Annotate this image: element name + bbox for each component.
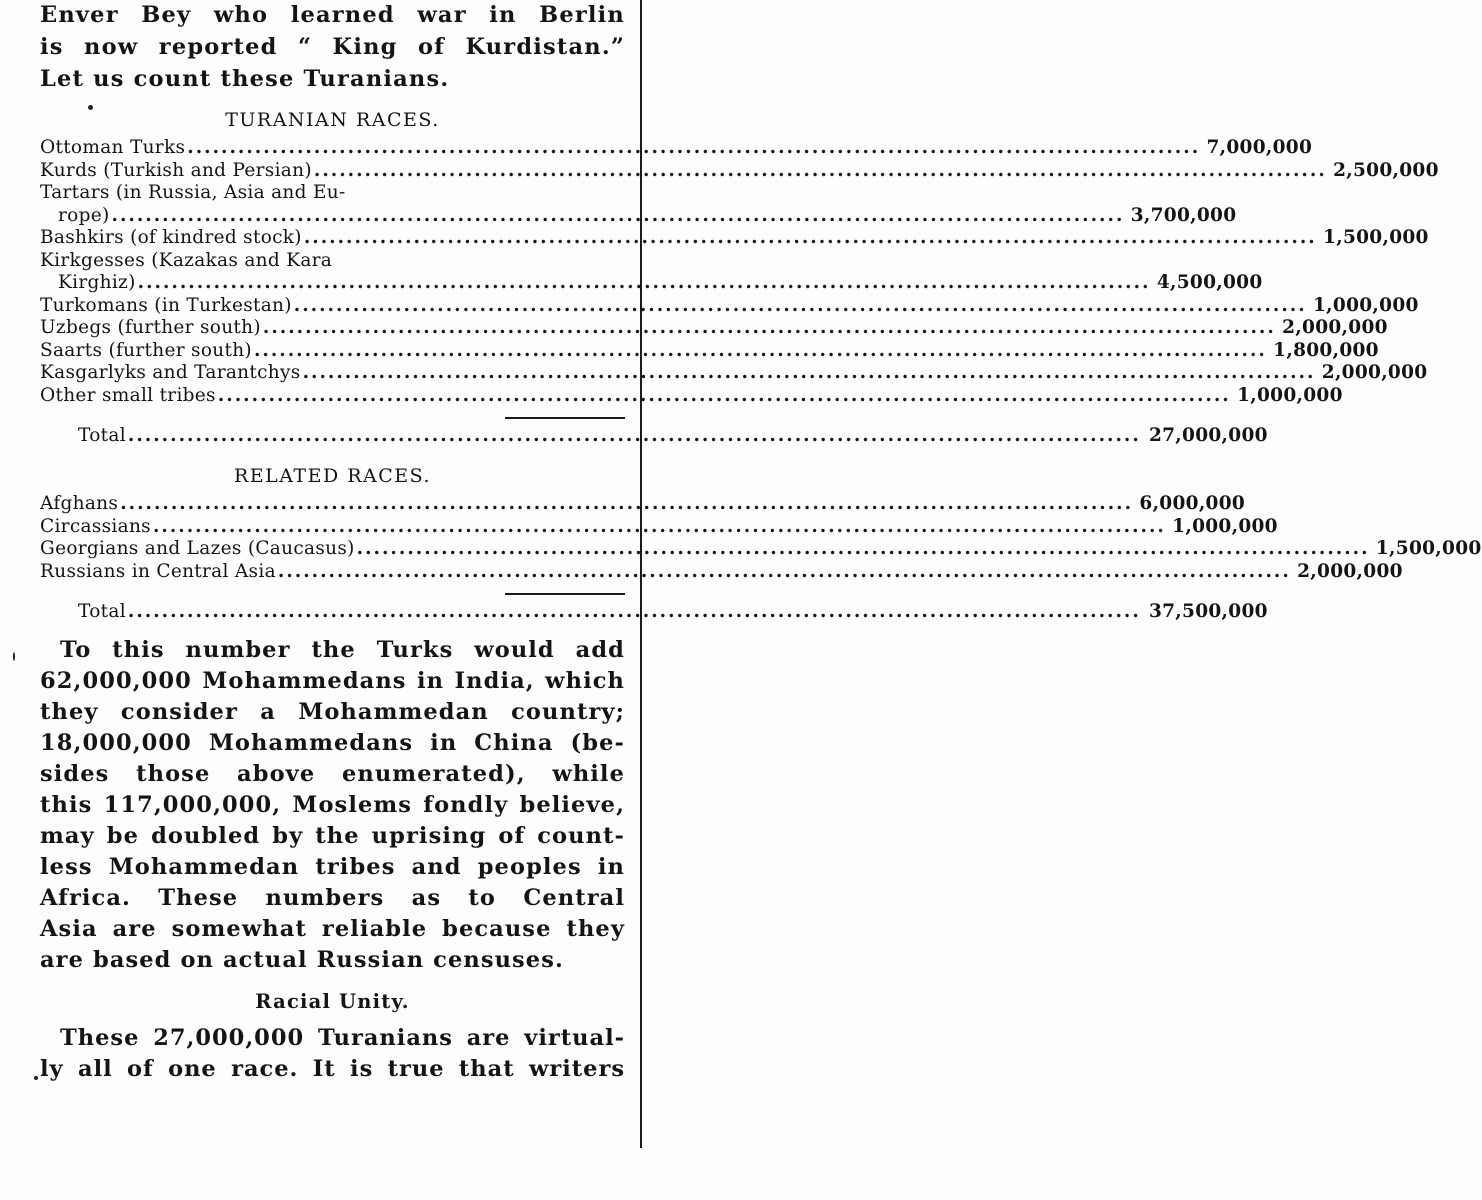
related-total-row <box>40 601 1268 623</box>
text-line: Enver Bey who learned war in Berlin <box>40 2 625 28</box>
print-speck <box>88 105 93 110</box>
text-line: sides those above enumerated), while <box>40 761 625 787</box>
text-line: are based on actual Russian censuses. <box>40 947 564 973</box>
leader-dots: ........................................................................................................................ <box>127 601 1141 622</box>
total-label: Total <box>78 425 126 446</box>
leader-dots: ........................................................................................................................ <box>293 294 1307 316</box>
table-row <box>40 182 625 205</box>
table-row <box>40 384 1343 408</box>
population-value: 1,000,000 <box>1313 294 1419 316</box>
total-rule <box>505 593 625 595</box>
total-rule <box>505 417 625 419</box>
race-name: Afghans <box>40 493 119 514</box>
race-name: Russians in Central Asia <box>40 560 276 582</box>
related-heading: RELATED RACES. <box>233 465 432 487</box>
race-name: Other small tribes <box>40 384 216 406</box>
population-value: 7,000,000 <box>1206 137 1313 158</box>
article-column <box>40 0 1482 1085</box>
text-line: less Mohammedan tribes and peoples in <box>40 854 625 880</box>
turanian-heading: TURANIAN RACES. <box>225 109 440 131</box>
total-value: 37,500,000 <box>1148 601 1268 622</box>
text-line: may be doubled by the uprising of count- <box>40 823 625 849</box>
table-row <box>40 362 1428 385</box>
population-value: 4,500,000 <box>1156 272 1263 293</box>
text-line: ly all of one race. It is true that writers <box>40 1056 625 1082</box>
related-table <box>40 493 1482 583</box>
leader-dots: ........................................................................................................................ <box>302 362 1316 383</box>
leader-dots: ........................................................................................................................ <box>120 493 1134 514</box>
race-name-continuation: Kirghiz) <box>58 272 136 293</box>
table-row <box>40 339 1379 363</box>
race-name: Kirkgesses (Kazakas and Kara <box>40 249 333 271</box>
population-value: 3,700,000 <box>1130 204 1237 226</box>
text-line: they consider a Mohammedan country; <box>40 699 625 725</box>
leader-dots: ........................................................................................................................ <box>253 339 1267 361</box>
leader-dots: ........................................................................................................................ <box>127 425 1141 446</box>
race-name: Georgians and Lazes (Caucasus) <box>40 538 355 559</box>
population-value: 1,500,000 <box>1375 538 1482 559</box>
leader-dots: ........................................................................................................................ <box>111 204 1125 226</box>
population-value: 2,000,000 <box>1321 362 1428 383</box>
race-name: Turkomans (in Turkestan) <box>40 294 292 316</box>
table-row-continuation <box>40 204 1237 228</box>
table-row <box>40 515 1278 539</box>
table-row <box>40 159 1439 183</box>
population-value: 2,000,000 <box>1297 560 1403 582</box>
body-paragraph <box>40 635 625 976</box>
total-value: 27,000,000 <box>1148 425 1268 446</box>
leader-dots: ........................................................................................................................ <box>303 227 1317 248</box>
print-speck <box>34 1076 38 1080</box>
text-line: Africa. These numbers as to Central <box>40 885 625 911</box>
lead-paragraph <box>40 0 625 95</box>
text-line: Let us count these Turanians. <box>40 66 450 92</box>
leader-dots: ........................................................................................................................ <box>277 560 1291 582</box>
section-subheading: Racial Unity. <box>255 990 410 1013</box>
race-name: Kasgarlyks and Tarantchys <box>40 362 301 383</box>
turanian-total-row <box>40 425 1268 447</box>
leader-dots: ........................................................................................................................ <box>313 159 1327 181</box>
population-value: 1,000,000 <box>1172 515 1278 537</box>
table-row <box>40 560 1403 584</box>
race-name: Bashkirs (of kindred stock) <box>40 227 302 248</box>
leader-dots: ........................................................................................................................ <box>187 137 1201 158</box>
text-line: To this number the Turks would add <box>60 637 625 663</box>
table-row <box>40 250 625 273</box>
population-value: 2,500,000 <box>1333 159 1439 181</box>
population-value: 1,800,000 <box>1273 339 1379 361</box>
table-row <box>40 317 1388 340</box>
leader-dots: ........................................................................................................................ <box>356 538 1370 559</box>
text-line: 18,000,000 Mohammedans in China (be- <box>40 730 625 756</box>
print-speck <box>13 652 15 661</box>
table-row <box>40 137 1313 160</box>
closing-paragraph <box>40 1023 625 1085</box>
population-value: 1,500,000 <box>1323 227 1429 248</box>
leader-dots: ........................................................................................................................ <box>217 384 1231 406</box>
population-value: 2,000,000 <box>1282 317 1388 338</box>
table-row <box>40 227 1429 250</box>
population-value: 6,000,000 <box>1139 493 1246 514</box>
leader-dots: ........................................................................................................................ <box>137 272 1151 293</box>
text-line: is now reported “ King of Kurdistan.” <box>40 34 625 60</box>
leader-dots: ........................................................................................................................ <box>262 317 1276 338</box>
race-name: Ottoman Turks <box>40 137 186 158</box>
text-line: 62,000,000 Mohammedans in India, which <box>40 668 625 694</box>
race-name: Tartars (in Russia, Asia and Eu- <box>40 182 346 203</box>
total-label: Total <box>78 601 126 622</box>
race-name: Uzbegs (further south) <box>40 317 261 338</box>
leader-dots: ........................................................................................................................ <box>152 515 1166 537</box>
race-name: Kurds (Turkish and Persian) <box>40 159 312 181</box>
race-name: Saarts (further south) <box>40 339 252 361</box>
table-row <box>40 538 1482 561</box>
table-row <box>40 493 1246 516</box>
text-line: These 27,000,000 Turanians are virtual- <box>60 1025 625 1051</box>
table-row-continuation <box>40 272 1263 295</box>
population-value: 1,000,000 <box>1237 384 1343 406</box>
text-line: this 117,000,000, Moslems fondly believe, <box>40 792 625 818</box>
turanian-table <box>40 137 1439 407</box>
race-name: Circassians <box>40 515 151 537</box>
text-line: Asia are somewhat reliable because they <box>40 916 625 942</box>
race-name-continuation: rope) <box>58 204 110 226</box>
table-row <box>40 294 1419 318</box>
